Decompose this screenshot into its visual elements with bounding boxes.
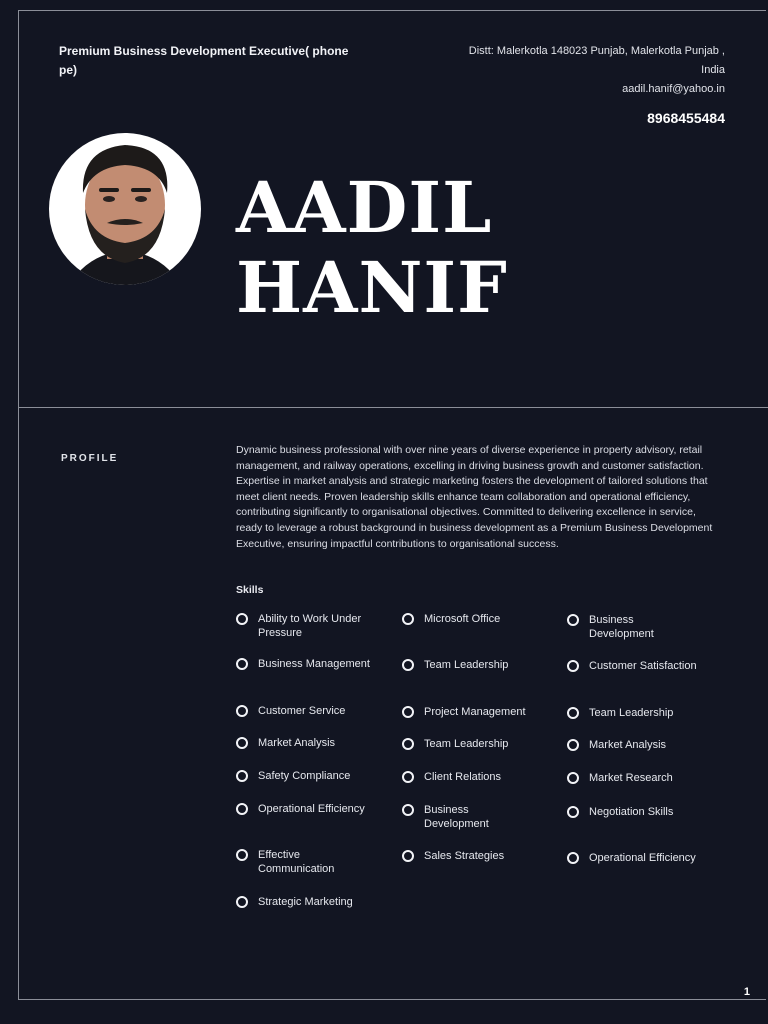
skill-item: Team Leadership — [567, 706, 701, 720]
skill-item: Business Management — [236, 657, 370, 671]
skill-item: Market Analysis — [567, 738, 701, 752]
circle-bullet-icon — [236, 770, 248, 782]
circle-bullet-icon — [236, 705, 248, 717]
last-name: HANIF — [236, 246, 508, 329]
skill-item: Project Management — [402, 705, 536, 719]
skill-item: Customer Satisfaction — [567, 659, 701, 673]
skill-item: Microsoft Office — [402, 612, 536, 626]
circle-bullet-icon — [567, 707, 579, 719]
skill-item: Strategic Marketing — [236, 895, 370, 909]
address-line-1: Distt: Malerkotla 148023 Punjab, Malerkotla Punjab , — [468, 45, 725, 57]
skill-item: Safety Compliance — [236, 769, 370, 783]
circle-bullet-icon — [567, 614, 579, 626]
skill-item: Market Analysis — [236, 736, 370, 750]
circle-bullet-icon — [402, 613, 414, 625]
skill-item: Sales Strategies — [402, 849, 536, 863]
skill-item: Ability to Work Under Pressure — [236, 612, 370, 640]
email: aadil.hanif@yahoo.in — [622, 83, 725, 95]
skill-item: Negotiation Skills — [567, 805, 701, 819]
address-line-2: India — [701, 64, 725, 76]
circle-bullet-icon — [567, 772, 579, 784]
skill-item: Operational Efficiency — [567, 851, 701, 865]
first-name: AADIL — [236, 166, 493, 249]
profile-section-label: PROFILE — [61, 453, 119, 464]
circle-bullet-icon — [402, 706, 414, 718]
circle-bullet-icon — [236, 737, 248, 749]
contact-block — [405, 42, 725, 99]
skill-item: Operational Efficiency — [236, 802, 370, 816]
skill-item: Team Leadership — [402, 737, 536, 751]
circle-bullet-icon — [402, 659, 414, 671]
skill-item: Business Development — [567, 613, 701, 641]
circle-bullet-icon — [236, 849, 248, 861]
skills-title: Skills — [236, 584, 264, 596]
skill-item: Effective Communication — [236, 848, 370, 876]
profile-summary: Dynamic business professional with over nine years of diverse experience in property advisory, retail management, and railway operations, excelling in driving business growth and customer satisfaction. Expertise in market analysis and strategic marketing fosters the development of tailored solutions that meet client needs. Proven leadership skills enhance team collaboration and operational efficiency, contributing significantly to organisational objectives. Committed to delivering excellence in service, ready to leverage a robust background in business development as a Premium Business Development Executive, ensuring impactful contributions to organisational success. — [236, 444, 713, 550]
skill-item: Customer Service — [236, 704, 370, 718]
circle-bullet-icon — [567, 660, 579, 672]
phone-number: 8968455484 — [647, 110, 725, 126]
circle-bullet-icon — [567, 852, 579, 864]
circle-bullet-icon — [236, 803, 248, 815]
section-divider — [18, 407, 768, 408]
full-name — [236, 168, 508, 328]
skill-item: Market Research — [567, 771, 701, 785]
circle-bullet-icon — [567, 739, 579, 751]
circle-bullet-icon — [402, 771, 414, 783]
skill-item: Team Leadership — [402, 658, 536, 672]
circle-bullet-icon — [402, 850, 414, 862]
profile-photo — [49, 133, 201, 285]
skill-item: Business Development — [402, 803, 536, 831]
circle-bullet-icon — [402, 738, 414, 750]
skill-item: Client Relations — [402, 770, 536, 784]
circle-bullet-icon — [567, 806, 579, 818]
circle-bullet-icon — [402, 804, 414, 816]
circle-bullet-icon — [236, 658, 248, 670]
circle-bullet-icon — [236, 613, 248, 625]
circle-bullet-icon — [236, 896, 248, 908]
job-title: Premium Business Development Executive( phone pe) — [59, 44, 349, 77]
page-number: 1 — [743, 986, 750, 998]
